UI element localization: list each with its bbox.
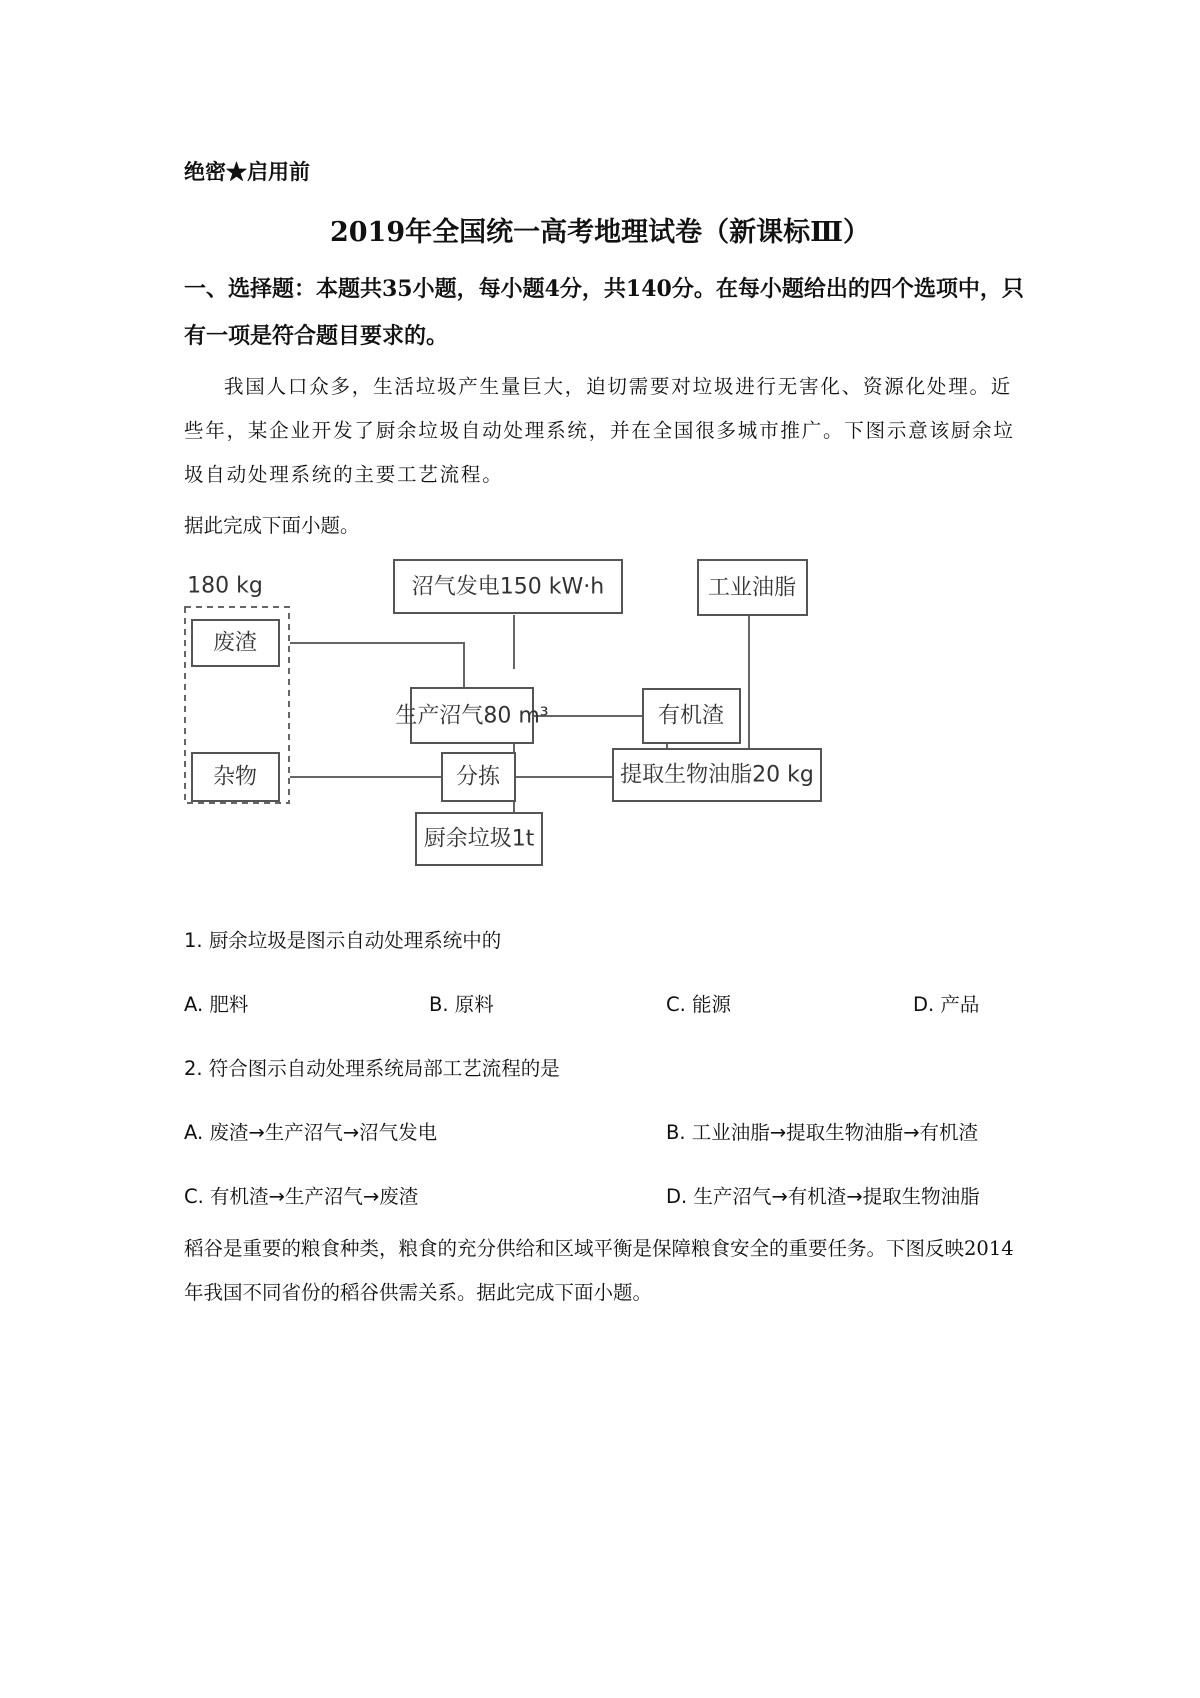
connector-waste-biogas bbox=[290, 643, 464, 688]
exam-title: 2019年全国统一高考地理试卷（新课标Ⅲ） bbox=[329, 217, 871, 248]
group-weight-label: 180 kg bbox=[187, 573, 263, 599]
industrial-grease-label: 工业油脂 bbox=[707, 575, 797, 601]
q1-option-a: A. 肥料 bbox=[184, 993, 249, 1016]
q2-option-a: A. 废渣→生产沼气→沼气发电 bbox=[184, 1121, 438, 1144]
q1-option-b: B. 原料 bbox=[429, 993, 494, 1016]
q2-option-b: B. 工业油脂→提取生物油脂→有机渣 bbox=[666, 1121, 978, 1144]
confidential-label: 绝密★启用前 bbox=[184, 159, 310, 184]
biogas-power-label: 沼气发电150 kW·h bbox=[411, 574, 605, 600]
process-flow-diagram bbox=[180, 553, 860, 905]
biogas-production-label: 生产沼气80 m³ bbox=[395, 703, 549, 729]
q2-option-c: C. 有机渣→生产沼气→废渣 bbox=[184, 1185, 419, 1208]
q1-option-d: D. 产品 bbox=[913, 993, 980, 1016]
q2-option-d: D. 生产沼气→有机渣→提取生物油脂 bbox=[666, 1185, 980, 1208]
question-1-stem: 1. 厨余垃圾是图示自动处理系统中的 bbox=[184, 929, 502, 952]
question-group-intro: 我国人口众多，生活垃圾产生量巨大，迫切需要对垃圾进行无害化、资源化处理。近些年，某企业开发了厨余垃圾自动处理系统，并在全国很多城市推广。下图示意该厨余垃圾自动处理系统的主要工艺流程。 bbox=[184, 375, 1015, 486]
bio-oil-label: 提取生物油脂20 kg bbox=[620, 762, 814, 788]
section-heading: 一、选择题：本题共35小题，每小题4分，共140分。在每小题给出的四个选项中，只有一项是符合题目要求的。 bbox=[184, 276, 1024, 349]
sorting-label: 分拣 bbox=[455, 764, 501, 790]
q1-option-c: C. 能源 bbox=[666, 993, 732, 1016]
kitchen-waste-label: 厨余垃圾1t bbox=[423, 826, 535, 852]
impurities-label: 杂物 bbox=[212, 764, 258, 790]
question-group-2-intro: 稻谷是重要的粮食种类，粮食的充分供给和区域平衡是保障粮食安全的重要任务。下图反映2014年我国不同省份的稻谷供需关系。据此完成下面小题。 bbox=[184, 1237, 1014, 1304]
question-lead: 据此完成下面小题。 bbox=[184, 514, 360, 537]
waste-residue-label: 废渣 bbox=[212, 630, 258, 656]
question-2-stem: 2. 符合图示自动处理系统局部工艺流程的是 bbox=[184, 1057, 560, 1080]
organic-residue-label: 有机渣 bbox=[657, 703, 725, 729]
